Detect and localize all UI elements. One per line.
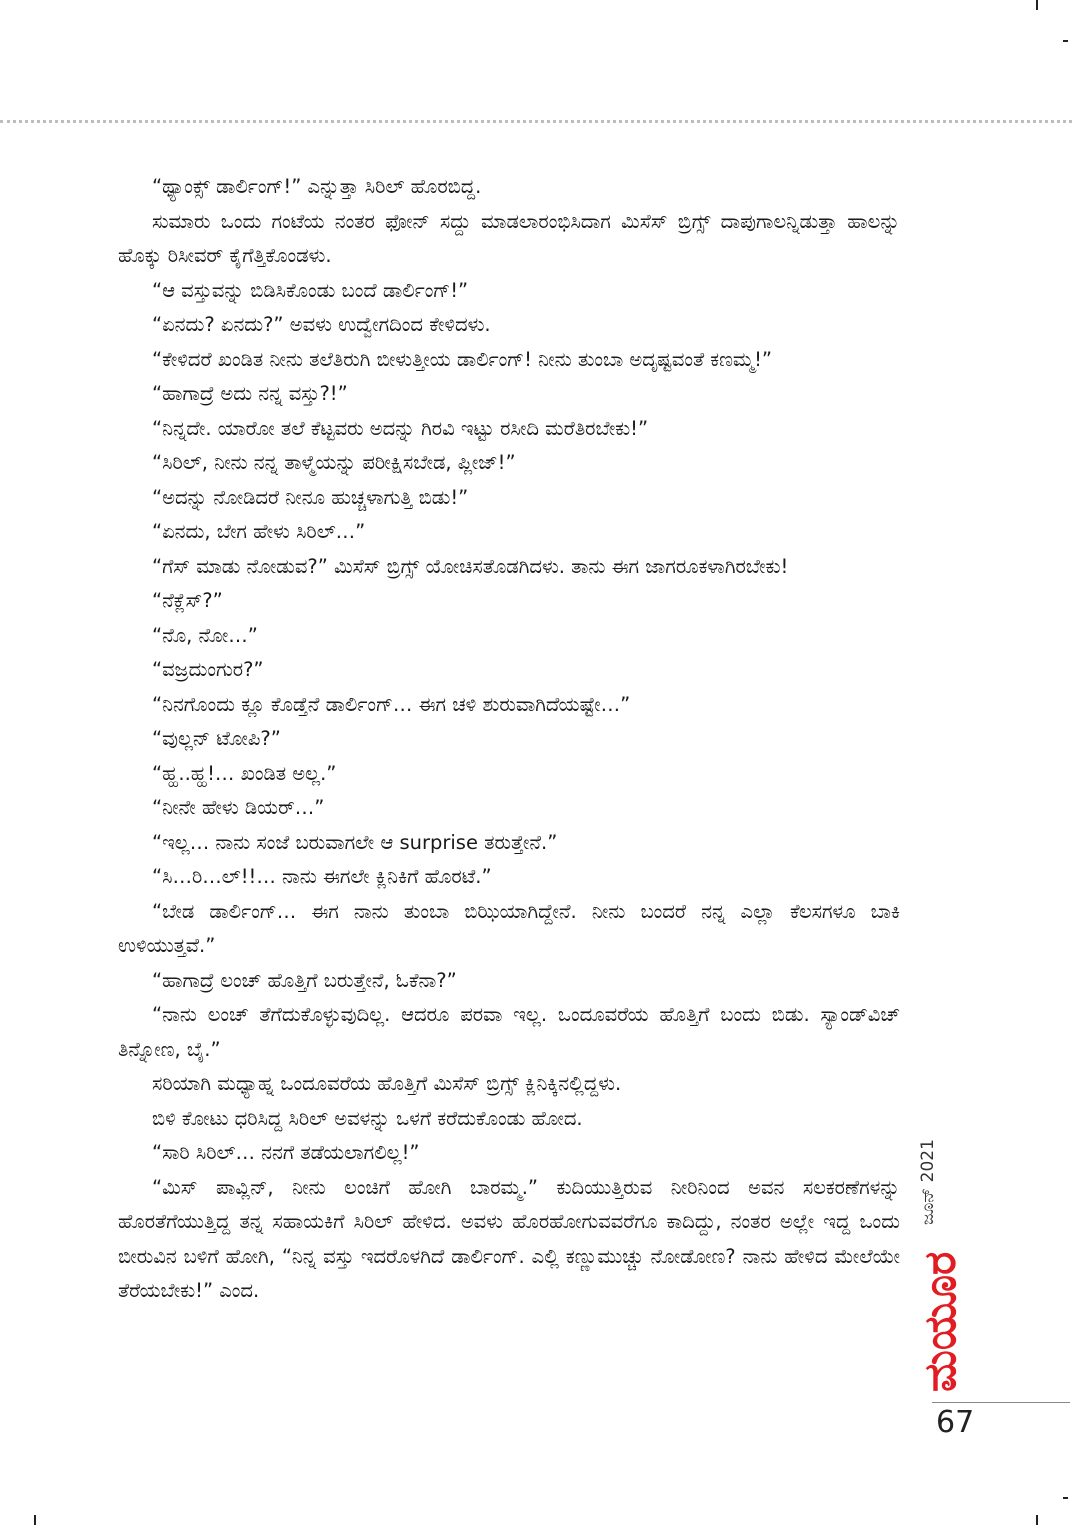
paragraph: “ಹಾಗಾದ್ರೆ ಲಂಚ್ ಹೊತ್ತಿಗೆ ಬರುತ್ತೇನೆ, ಓಕೆನಾ?”: [152, 968, 457, 992]
paragraph: “ಸಿ…ರಿ…ಲ್!!… ನಾನು ಈಗಲೇ ಕ್ಲಿನಿಕಿಗೆ ಹೊರಟೆ.”: [152, 865, 492, 888]
paragraph: “ಥ್ಯಾಂಕ್ಸ್ ಡಾರ್ಲಿಂಗ್!” ಎನ್ನುತ್ತಾ ಸಿರಿಲ್ ಹೊರಬಿದ್ದ.: [152, 175, 482, 198]
magazine-logo: ಮಯೂರ: [915, 1251, 966, 1392]
paragraph: “ನಿನ್ನದೇ. ಯಾರೋ ತಲೆ ಕೆಟ್ಟವರು ಅದನ್ನು ಗಿರವಿ ಇಟ್ಟು ರಸೀದಿ ಮರೆತಿರಬೇಕು!”: [152, 416, 649, 440]
issue-date: ಜೂನ್ 2021: [918, 1139, 938, 1225]
paragraph: “ವುಲ್ಲನ್ ಟೋಪಿ?”: [152, 727, 281, 750]
article-body: [118, 170, 900, 1309]
paragraph: “ಬೇಡ ಡಾರ್ಲಿಂಗ್… ಈಗ ನಾನು ತುಂಬಾ ಬಿಝಿಯಾಗಿದ್ದೇನೆ. ನೀನು ಬಂದರೆ ನನ್ನ ಎಲ್ಲಾ ಕೆಲಸಗಳೂ ಬಾಕಿ ಉಳಿಯುತ್ತವೆ.”: [118, 899, 900, 957]
crop-mark-bottom-right: [1063, 1497, 1068, 1499]
paragraph: “ಏನದು? ಏನದು?” ಅವಳು ಉದ್ವೇಗದಿಂದ ಕೇಳಿದಳು.: [152, 313, 491, 336]
paragraph: “ನೆಕ್ಲೆಸ್?”: [152, 589, 223, 612]
paragraph: “ನೀನೇ ಹೇಳು ಡಿಯರ್…”: [152, 796, 325, 819]
paragraph: “ಕೇಳಿದರೆ ಖಂಡಿತ ನೀನು ತಲೆತಿರುಗಿ ಬೀಳುತ್ತೀಯ ಡಾರ್ಲಿಂಗ್! ನೀನು ತುಂಬಾ ಅದೃಷ್ಟವಂತೆ ಕಣಮ್ಮ!”: [152, 347, 773, 371]
paragraph: “ವಜ್ರದುಂಗುರ?”: [152, 658, 264, 681]
paragraph: “ಸಾರಿ ಸಿರಿಲ್… ನನಗೆ ತಡೆಯಲಾಗಲಿಲ್ಲ!”: [152, 1141, 420, 1164]
paragraph: ಸರಿಯಾಗಿ ಮಧ್ಯಾಹ್ನ ಒಂದೂವರೆಯ ಹೊತ್ತಿಗೆ ಮಿಸೆಸ್ ಬ್ರಿಗ್ಸ್ ಕ್ಲಿನಿಕ್ಕಿನಲ್ಲಿದ್ದಳು.: [152, 1072, 622, 1095]
paragraph: “ನಿನಗೊಂದು ಕ್ಲೂ ಕೊಡ್ತೆನೆ ಡಾರ್ಲಿಂಗ್… ಈಗ ಚಳಿ ಶುರುವಾಗಿದೆಯಷ್ಟೇ…”: [152, 692, 631, 716]
dotted-separator: [0, 120, 1072, 123]
crop-mark-top: [1036, 0, 1038, 10]
paragraph: “ಇಲ್ಲ… ನಾನು ಸಂಜೆ ಬರುವಾಗಲೇ ಆ surprise ತರುತ್ತೇನೆ.”: [152, 830, 558, 854]
crop-mark-top-right: [1063, 40, 1068, 42]
paragraph: ಬಿಳಿ ಕೋಟು ಧರಿಸಿದ್ದ ಸಿರಿಲ್ ಅವಳನ್ನು ಒಳಗೆ ಕರೆದುಕೊಂಡು ಹೋದ.: [152, 1106, 583, 1130]
paragraph: “ಏನದು, ಬೇಗ ಹೇಳು ಸಿರಿಲ್…”: [152, 520, 366, 543]
paragraph: “ನೊ, ನೋ…”: [152, 623, 258, 647]
crop-mark-bottom: [1036, 1515, 1038, 1525]
crop-mark-bottom-left: [34, 1515, 36, 1525]
paragraph: “ನಾನು ಲಂಚ್ ತೆಗೆದುಕೊಳ್ಳುವುದಿಲ್ಲ. ಆದರೂ ಪರವಾ ಇಲ್ಲ. ಒಂದೂವರೆಯ ಹೊತ್ತಿಗೆ ಬಂದು ಬಿಡು. ಸ್ಯಾಂಡ್‌ವಿಚ್ ತಿನ್ನೋಣ, ಬೈ.”: [118, 1003, 900, 1061]
paragraph: ಸುಮಾರು ಒಂದು ಗಂಟೆಯ ನಂತರ ಫೋನ್ ಸದ್ದು ಮಾಡಲಾರಂಭಿಸಿದಾಗ ಮಿಸೆಸ್ ಬ್ರಿಗ್ಸ್ ದಾಪುಗಾಲನ್ನಿಡುತ್ತಾ ಹಾಲನ್ನು ಹೊಕ್ಕು ರಿಸೀವರ್ ಕೈಗೆತ್ತಿಕೊಂಡಳು.: [118, 209, 900, 267]
page-number-rule: [932, 1402, 1070, 1403]
page-number: 67: [936, 1405, 975, 1440]
paragraph: “ಗೆಸ್ ಮಾಡು ನೋಡುವ?” ಮಿಸೆಸ್ ಬ್ರಿಗ್ಸ್ ಯೋಚಿಸತೊಡಗಿದಳು. ತಾನು ಈಗ ಜಾಗರೂಕಳಾಗಿರಬೇಕು!: [152, 554, 789, 578]
paragraph: “ಅದನ್ನು ನೋಡಿದರೆ ನೀನೂ ಹುಚ್ಚಳಾಗುತ್ತಿ ಬಿಡು!”: [152, 485, 469, 509]
paragraph: “ಹ್ಹ..ಹ್ಹ!… ಖಂಡಿತ ಅಲ್ಲ.”: [152, 761, 337, 785]
paragraph: “ಆ ವಸ್ತುವನ್ನು ಬಿಡಿಸಿಕೊಂಡು ಬಂದೆ ಡಾರ್ಲಿಂಗ್!”: [152, 278, 469, 302]
paragraph: “ಹಾಗಾದ್ರೆ ಅದು ನನ್ನ ವಸ್ತು?!”: [152, 382, 348, 405]
paragraph: “ಮಿಸ್ ಪಾವ್ಲಿನ್, ನೀನು ಲಂಚಿಗೆ ಹೋಗಿ ಬಾರಮ್ಮ.” ಕುದಿಯುತ್ತಿರುವ ನೀರಿನಿಂದ ಅವನ ಸಲಕರಣೆಗಳನ್ನು ಹೊರತೆಗೆಯುತ್ತಿದ್ದ ತನ್ನ ಸಹಾಯಕಿಗೆ ಸಿರಿಲ್ ಹೇಳಿದ. ಅವಳು ಹೊರಹೋಗುವವರೆಗೂ ಕಾದಿದ್ದು, ನಂತರ ಅಲ್ಲೇ ಇದ್ದ ಒಂದು ಬೀರುವಿನ ಬಳಿಗೆ ಹೋಗಿ, “ನಿನ್ನ ವಸ್ತು ಇದರೊಳಗಿದೆ ಡಾರ್ಲಿಂಗ್. ಎಲ್ಲಿ ಕಣ್ಣುಮುಚ್ಚು ನೋಡೋಣ? ನಾನು ಹೇಳಿದ ಮೇಲೆಯೇ ತೆರೆಯಬೇಕು!” ಎಂದ.: [118, 1175, 900, 1302]
paragraph: “ಸಿರಿಲ್, ನೀನು ನನ್ನ ತಾಳ್ಮೆಯನ್ನು ಪರೀಕ್ಷಿಸಬೇಡ, ಪ್ಲೀಜ್!”: [152, 451, 516, 474]
